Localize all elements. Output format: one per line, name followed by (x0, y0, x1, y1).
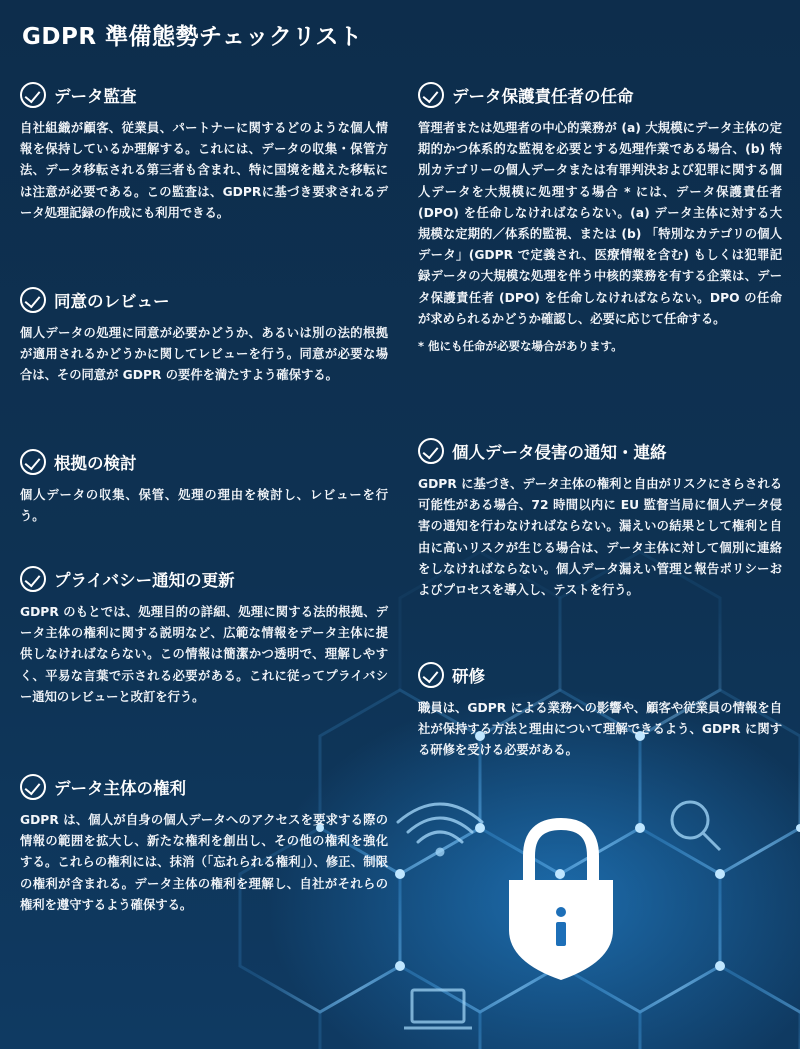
padlock-info-icon (509, 824, 613, 980)
magnifier-icon (672, 802, 720, 850)
page-title: GDPR 準備態勢チェックリスト (22, 24, 363, 50)
section-heading: 根拠の検討 (54, 454, 137, 473)
section-body: GDPR のもとでは、処理目的の詳細、処理に関する法的根拠、データ主体の権利に関する説明など、広範な情報をデータ主体に提供しなければならない。この情報は簡潔かつ透明で、理解しやすく、平易な言葉で示される必要がある。これに従ってプライバシー通知のレビューと改訂を行う。 (20, 605, 388, 704)
section-heading: データ主体の権利 (54, 779, 186, 798)
laptop-icon (404, 990, 472, 1028)
check-circle-icon (20, 774, 46, 800)
section-heading: 同意のレビュー (54, 292, 170, 311)
section-heading: 個人データ侵害の通知・連絡 (452, 443, 667, 462)
check-circle-icon (20, 566, 46, 592)
section-data-audit (20, 80, 388, 224)
check-circle-icon (418, 662, 444, 688)
section-training (418, 660, 782, 762)
section-body: 個人データの収集、保管、処理の理由を検討し、レビューを行う。 (20, 488, 388, 524)
section-body: 自社組織が顧客、従業員、パートナーに関するどのような個人情報を保持しているか理解する。これには、データの収集・保管方法、データ移転される第三者も含まれ、特に国境を越えた移転には注意が必要である。この監査は、GDPRに基づき要求されるデータ処理記録の作成にも利用できる。 (20, 121, 388, 220)
section-heading: プライバシー通知の更新 (54, 571, 235, 590)
section-data-subject-rights (20, 772, 388, 916)
section-consent-review (20, 285, 388, 387)
check-circle-icon (418, 438, 444, 464)
section-breach-notification (418, 436, 782, 601)
section-body: 個人データの処理に同意が必要かどうか、あるいは別の法的根拠が適用されるかどうかに関してレビューを行う。同意が必要な場合は、その同意が GDPR の要件を満たすよう確保する。 (20, 326, 388, 383)
section-body: 管理者または処理者の中心的業務が (a) 大規模にデータ主体の定期的かつ体系的な監視を必要とする処理作業である場合、(b) 特別カテゴリーの個人データまたは有罪判決および犯罪に関する個人データを大規模に処理する場合 * には、データ保護責任者 (DPO) を任命しなければならない。(a) データ主体に対する大規模な定期的／体系的監視、または (b) 「特別なカテゴリの個人データ」(GDPR で定義され、医療情報を含む) もしくは犯罪記録データの大規模な処理を伴う中核的業務を有する企業は、データ保護責任者 (DPO) を任命しなければならない。DPO の任命が求められるかどうか確認し、必要に応じて任命する。 (418, 121, 782, 326)
section-footnote: * 他にも任命が必要な場合があります。 (418, 339, 623, 354)
section-heading: データ保護責任者の任命 (452, 87, 634, 106)
section-privacy-notice (20, 564, 388, 708)
section-basis-review (20, 447, 388, 527)
check-circle-icon (20, 82, 46, 108)
check-circle-icon (418, 82, 444, 108)
section-heading: 研修 (452, 667, 485, 686)
check-circle-icon (20, 449, 46, 475)
check-circle-icon (20, 287, 46, 313)
wifi-icon (398, 804, 482, 855)
section-body: GDPR に基づき、データ主体の権利と自由がリスクにさらされる可能性がある場合、72 時間以内に EU 監督当局に個人データ侵害の通知を行わなければならない。漏えいの結果として権利と自由に高いリスクが生じる場合は、データ主体に対して個別に連絡をしなければならない。個人データ漏えい管理と報告ポリシーおよびプロセスを導入し、テストを行う。 (418, 477, 782, 598)
section-body: GDPR は、個人が自身の個人データへのアクセスを要求する際の情報の範囲を拡大し、新たな権利を創出し、その他の権利を強化する。これらの権利には、抹消（「忘れられる権利」）、修正、制限の権利が含まれる。データ主体の権利を理解し、自社がそれらの権利を遵守するよう確保する。 (20, 813, 388, 912)
section-dpo (418, 80, 782, 368)
section-heading: データ監査 (54, 87, 137, 106)
section-body: 職員は、GDPR による業務への影響や、顧客や従業員の情報を自社が保持する方法と理由について理解できるよう、GDPR に関する研修を受ける必要がある。 (418, 701, 782, 758)
